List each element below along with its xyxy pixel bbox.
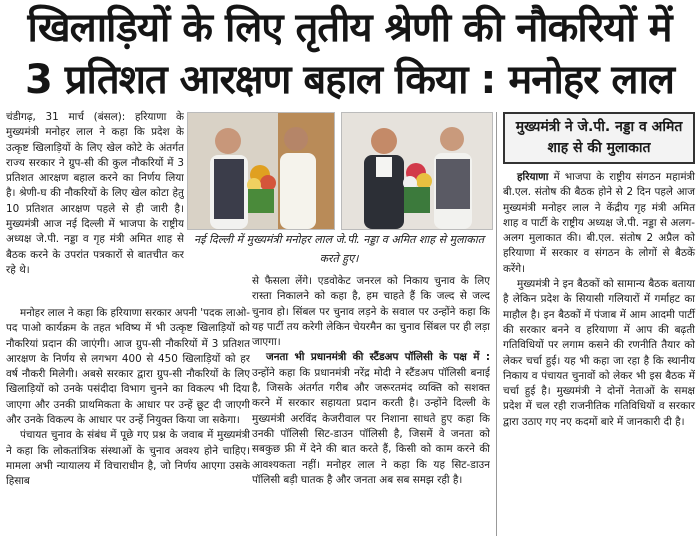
sidebar-body — [503, 170, 695, 430]
photo-caption: नई दिल्ली में मुख्यमंत्री मनोहर लाल जे.पी. नड्डा व अमित शाह से मुलाकात करते हुए। — [194, 233, 484, 265]
article-paragraph: से फैसला लेंगे। एडवोकेट जनरल को निकाय चुनाव के लिए रास्ता निकालने को कहा है, हम चाहते हैं कि जल्द से जल्द चुनाव हो। सिंबल पर चुनाव लड़ने के सवाल पर उन्होंने कहा कि यह पार्टी तय करेगी लेकिन चेयरमैन का चुनाव सिंबल पर ही लड़ा जाएगा। — [252, 275, 490, 349]
photo-cm-with-jp-nadda — [187, 112, 335, 230]
article-paragraph: पंचायत चुनाव के संबंध में पूछे गए प्रश्न के जवाब में मुख्यमंत्री ने कहा कि लोकतांत्रिक संस्थाओं के चुनाव अवश्य होने चाहिए। मामला अभी न्यायालय में विचाराधीन है, जो निर्णय आएगा उसके हिसाब — [6, 429, 250, 488]
article-paragraph-with-subhead — [252, 350, 490, 488]
sidebar-paragraph — [503, 170, 695, 277]
subheading: जनता भी प्रधानमंत्री की स्टैंडअप पॉलिसी के पक्ष में : — [266, 351, 490, 364]
headline-line-1: खिलाड़ियों के लिए तृतीय श्रेणी की नौकरियों में — [27, 5, 672, 51]
photo-illustration — [188, 113, 334, 229]
headline-line-2: 3 प्रतिशत आरक्षण बहाल किया : मनोहर लाल — [25, 57, 674, 103]
sidebar-lead-word: हरियाणा — [517, 171, 549, 183]
article-paragraph: मनोहर लाल ने कहा कि हरियाणा सरकार अपनी 'पदक लाओ-पद पाओ कार्यक्रम के तहत भविष्य में भी उत्कृष्ट खिलाड़ियों को नौकरियां प्रदान की जाएंगी। आज ग्रुप-सी नौकरियों में 3 प्रतिशत आरक्षण के निर्णय से लगभग 400 से 450 खिलाड़ियों को हर वर्ष नौकरी मिलेगी। अबसे सरकार द्वारा ग्रुप-सी नौकरियों के लिए खिलाड़ियों को उनके पसंदीदा विभाग चुनने का विकल्प भी दिया जाएगा और उनकी प्राथमिकता के आधार पर उन्हें छूट दी जाएगी और उनके विकल्प के आधार पर उन्हें नियुक्त किया जा सकेगा। — [6, 307, 250, 427]
photo-illustration — [342, 113, 492, 229]
article-column-2 — [252, 274, 490, 538]
article-paragraph: चंडीगढ़, 31 मार्च (बंसल): हरियाणा के मुख्यमंत्री मनोहर लाल ने कहा कि प्रदेश के उत्कृष्ट खिलाड़ियों के लिए खेल कोटे के अंतर्गत राज्य सरकार ने ग्रुप-सी की कुल नौकरियों में 3 प्रतिशत आरक्षण बहाल करने का निर्णय लिया है। श्रेणी-घ की नौकरियों के लिए खेल कोटा हेतु 10 प्रतिशत आरक्षण पहले से ही जारी है। मुख्यमंत्री आज नई दिल्ली में भाजपा के राष्ट्रीय अध्यक्ष जे.पी. नड्डा व गृह मंत्री अमित शाह से बैठक करने के उपरांत पत्रकारों से बातचीत कर रहे थे। — [6, 111, 184, 276]
article-paragraph-text: उन्होंने कहा कि प्रधानमंत्री नरेंद्र मोदी ने स्टैंडअप पॉलिसी बनाई है, जिसके अंतर्गत गरीब और जरूरतमंद व्यक्ति को सशक्त करने में सरकार सहायता प्रदान करती है। उन्होंने दिल्ली के मुख्यमंत्री अरविंद केजरीवाल पर निशाना साधते हुए कहा कि उनकी पॉलिसी सिट-डाउन पॉलिसी है, जिसमें वे जनता को सबकुछ फ्री में देने की बात करते हैं, किसी को काम करने की आवश्यकता नहीं। मनोहर लाल ने कहा कि यह सिट-डाउन पॉलिसी बड़ी घातक है और जनता अब सब समझ रही है। — [252, 366, 490, 486]
sidebar-paragraph: मुख्यमंत्री ने इन बैठकों को सामान्य बैठक बताया है लेकिन प्रदेश के सियासी गलियारों में गर्माहट का माहौल है। इन बैठकों में पंजाब में आम आदमी पार्टी की सरकार बनने व हरियाणा में आप की बढ़ती गतिविधियों पर लगाम कसने की रणनीति तैयार को लेकर चर्चा हुई। यह भी कहा जा रहा है कि स्थानीय निकाय व पंचायत चुनावों को लेकर भी इस बैठक में चर्चा हुई है। मुख्यमंत्री ने दोनों नेताओं के समक्ष प्रदेश में चल रही राजनीतिक गतिविधियों व सरकार द्वारा उठाए गए नए कदमों बारे में जानकारी दी है। — [503, 278, 695, 428]
photo-cm-with-amit-shah — [341, 112, 493, 230]
article-column-1-top — [6, 110, 184, 306]
sidebar-heading: मुख्यमंत्री ने जे.पी. नड्डा व अमित शाह से की मुलाकात — [503, 112, 695, 164]
article-column-1-bottom — [6, 306, 250, 538]
sidebar-paragraph-text: में भाजपा के राष्ट्रीय संगठन महामंत्री बी.एल. संतोष की बैठक होने से 2 दिन पहले आज मुख्यमंत्री मनोहर लाल ने केंद्रीय गृह मंत्री अमित शाह व पार्टी के राष्ट्रीय अध्यक्ष जे.पी. नड्डा से अलग-अलग मुलाकात की। बी.एल. संतोष 2 अप्रैल को हरियाणा में सरकार व संगठन के लोगों से बैठकें करेंगे। — [503, 171, 695, 275]
sidebar-story — [496, 112, 695, 536]
headline — [0, 0, 699, 108]
